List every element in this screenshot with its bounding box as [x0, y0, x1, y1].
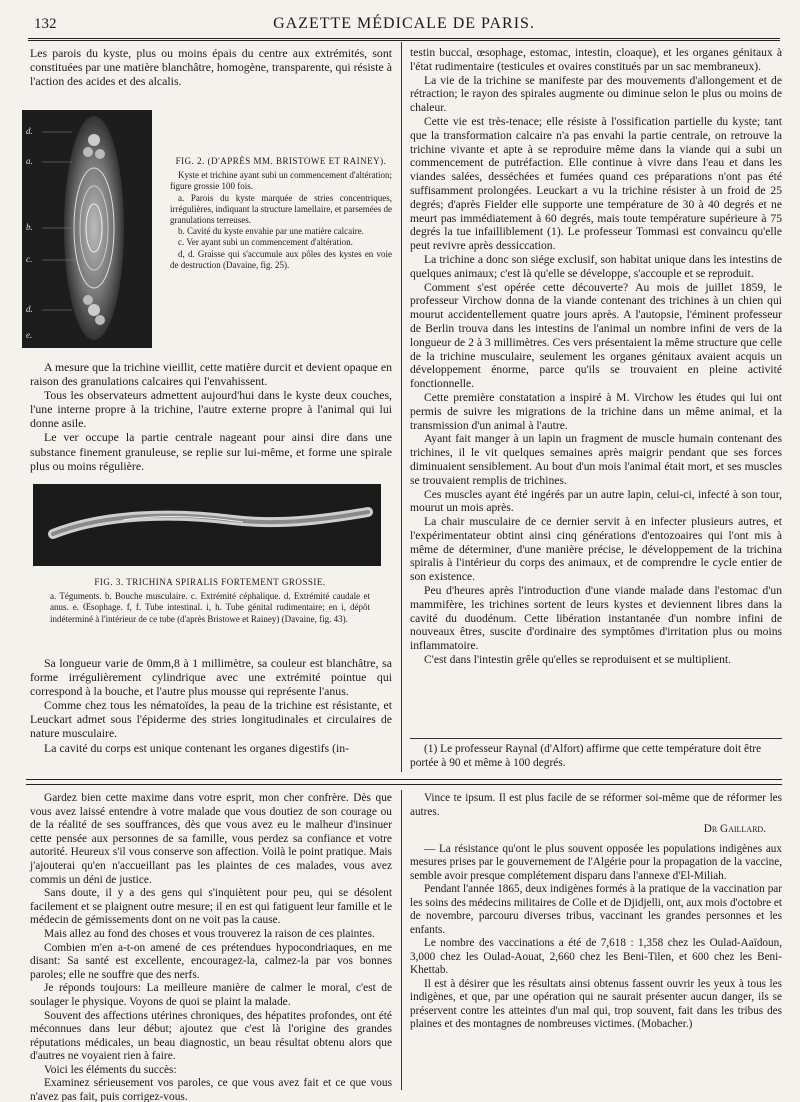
- fig-label: d.: [26, 126, 33, 136]
- paragraph: Vince te ipsum. Il est plus facile de se réformer soi-même que de réformer les autres.: [410, 792, 782, 818]
- paragraph: Les parois du kyste, plus ou moins épais du centre aux extrémités, sont constituées par une matière blanchâtre, homogène, transparente, qui résiste à l'action des acides et des alcalis.: [30, 46, 392, 89]
- paragraph: Comme chez tous les nématoïdes, la peau de la trichine est résistante, et Leuckart admet sous l'épiderme des stries longitudinales et circulaires de nature musculaire.: [30, 698, 392, 741]
- figure-3-caption: [50, 577, 370, 625]
- caption-line: Kyste et trichine ayant subi un commencement d'altération; figure grossie 100 fois.: [170, 170, 392, 192]
- paragraph: La chair musculaire de ce dernier servit à en infecter plusieurs autres, et l'expérimentateur obtint ainsi cinq générations d'entozoaires qui l'ont mis à même de déterminer, d'une manière précise, le développement de la trichina spiralis à l'intérieur du corps des animaux, et de comprendre le cycle entier de son existence.: [410, 515, 782, 584]
- section-divider: [26, 779, 782, 785]
- right-column-article: [410, 46, 782, 667]
- paragraph: Peu d'heures après l'introduction d'une viande malade dans l'estomac d'un mammifère, les trichines sortent de leurs kystes et deviennent libres dans la cavité du duodénum. Cette libération instantanée d'un nombre infini de nouveaux êtres, suscite d'ordinaire des symptômes d'irritation plus ou moins inflammatoire.: [410, 584, 782, 653]
- cyst-drawing: [22, 110, 152, 348]
- fig-label: e.: [26, 330, 33, 340]
- page-header: [28, 12, 780, 41]
- column-divider: [401, 42, 402, 772]
- paragraph: — La résistance qu'ont le plus souvent opposée les populations indigènes aux mesures prises par le gouvernement de l'Algérie pour la propagation de la vaccine, semble avoir presque complétement disparu dans l'annexe d'El-Miliah.: [410, 842, 782, 882]
- paragraph: Cette vie est très-tenace; elle résiste à l'ossification partielle du kyste; tant que la transformation calcaire n'a pas envahi la partie centrale, on retrouve la trichine vivante et apte à se reproduire même dans la viande qui a subi un commencement de putréfaction. Elle continue à vivre dans l'eau et dans les viandes salées, desséchées et fumées quand ces préparations n'ont pas été suffisamment prolongées. Leuckart a vu la trichine résister à un froid de 25 degrés; d'après Fielder elle supporte une température de 30 à 40 degrés et ne meurt pas immédiatement à 60 degrés, mais toute température supérieure à 75 degrés la tue infailliblement (1). Le professeur Tommasi est convaincu qu'elle peut revivre après dessiccation.: [410, 114, 782, 253]
- caption-line: d, d. Graisse qui s'accumule aux pôles des kystes en voie de destruction (Davaine, fig. 25).: [170, 248, 392, 270]
- paragraph: Examinez sérieusement vos paroles, ce que vous avez fait et ce que vous n'avez pas fait, puis corrigez-vous.: [30, 1077, 392, 1102]
- paragraph: Sans doute, il y a des gens qui s'inquiètent pour peu, qui se désolent facilement et se plaignent outre mesure; il en est qui fatiguent leur famille et le médecin de gémissements dont on ne voit pas la cause.: [30, 887, 392, 927]
- left-column-bottom: [30, 656, 392, 755]
- paragraph: Gardez bien cette maxime dans votre esprit, mon cher confrère. Dès que vous avez laissé entendre à votre malade que vous doutiez de son courage ou de la réalité de ses souffrances, dès que vous avez eu le malheur d'insinuer cette pensée aux personnes de sa famille, vous perdez sa confiance et votre autorité. Heureux s'il vous conserve son affection. Voilà le point pratique. Mais j'ajouterai qu'en n'accueillant pas les plaintes de ces malades, vous avez commis un déni de justice.: [30, 792, 392, 886]
- fig-label: a.: [26, 156, 33, 166]
- paragraph: testin buccal, œsophage, estomac, intestin, cloaque), et les organes génitaux à l'état rudimentaire (testicules et ovaires constitués par un sac membraneux).: [410, 46, 782, 73]
- paragraph: Il est à désirer que les résultats ainsi obtenus fassent ouvrir les yeux à tous les indigènes, et que, par une opération qui ne saurait présenter aucun danger, ils se préservent contre les atteintes d'un mal qui, trop souvent, fait dans les tribus des plaines et des montagnes de nombreuses victimes. (Mobacher.): [410, 977, 782, 1030]
- fig-label: d.: [26, 304, 33, 314]
- paragraph: C'est dans l'intestin grêle qu'elles se reproduisent et se multiplient.: [424, 653, 731, 667]
- paragraph: Je réponds toujours: La meilleure manière de calmer le moral, c'est de soulager le physique. Voyons de quoi se plaint la malade.: [30, 982, 392, 1008]
- paragraph: Cette première constatation a inspiré à M. Virchow les études qui lui ont permis de suivre les migrations de la trichine dans un même animal, et la transmission d'un animal à l'autre.: [410, 390, 782, 432]
- paragraph: Mais allez au fond des choses et vous trouverez la raison de ces plaintes.: [44, 927, 375, 940]
- paragraph: Le ver occupe la partie centrale nageant pour ainsi dire dans une substance finement granuleuse, se replie sur lui-même, et forme une spirale plus ou moins régulière.: [30, 430, 392, 473]
- caption-heading: FIG. 3. TRICHINA SPIRALIS FORTEMENT GROSSIE.: [94, 577, 326, 587]
- journal-title: GAZETTE MÉDICALE DE PARIS.: [273, 15, 535, 32]
- figure-3-illustration: [33, 484, 381, 566]
- page-number: 132: [34, 16, 57, 32]
- left-column-top: [30, 46, 392, 88]
- paragraph: A mesure que la trichine vieillit, cette matière durcit et devient opaque en raison des granulations calcaires qui l'envahissent.: [30, 360, 392, 389]
- feuilleton-left: [30, 792, 392, 1102]
- figure-2-caption: [170, 156, 392, 271]
- paragraph: La cavité du corps est unique contenant les organes digestifs (in-: [44, 740, 350, 755]
- trichina-drawing: [33, 484, 381, 566]
- caption-line: c. Ver ayant subi un commencement d'altération.: [178, 237, 353, 248]
- caption-text: a. Téguments. b. Bouche musculaire. c. Extrémité céphalique. d. Extrémité caudale et anus. e. Œsophage. f, f. Tube intestinal. i, h. Tube génital rudimentaire; en i, dépôt indéterminé à l'intérieur de ce tube (d'après Bristowe et Rainey) (Davaine, fig. 43).: [50, 591, 370, 624]
- signature: Dr Gaillard.: [703, 823, 766, 835]
- paragraph: Souvent des affections utérines chroniques, des hépatites profondes, ont été méconnues dans leur début; ajoutez que c'est là l'origine des grandes réputations médicales, un beau diagnostic, un beau résultat obtenu alors que d'autres ne voyaient rien à faire.: [30, 1009, 392, 1063]
- paragraph: Pendant l'année 1865, deux indigènes formés à la pratique de la vaccination par les soins des médecins militaires de Colle et de Djidjelli, ont, aux mois d'octobre et de novembre, parcouru diverses tribus, vaccinant les grandes personnes et les enfants.: [410, 883, 782, 936]
- paragraph: Ces muscles ayant été ingérés par un autre lapin, celui-ci, infecté à son tour, mourut un mois après.: [410, 487, 782, 515]
- paragraph: La trichine a donc son siége exclusif, son habitat unique dans les intestins de quelques animaux; c'est là qu'elle se développe, s'accouple et se reproduit.: [410, 252, 782, 280]
- paragraph: Tous les observateurs admettent aujourd'hui dans le kyste deux couches, l'une interne propre à la trichine, l'autre externe propre à l'animal qui lui donne asile.: [30, 388, 392, 431]
- paragraph: Ayant fait manger à un lapin un fragment de muscle humain contenant des trichines, il le vit quelques semaines après maigrir pendant que ses forces diminuaient sensiblement. Au bout d'un mois l'animal était mort, et ses muscles se trouvaient remplis de trichines.: [410, 432, 782, 487]
- caption-line: a. Parois du kyste marquée de stries concentriques, irrégulières, indiquant la structure lamellaire, et parsemées de granulations terreuses.: [170, 192, 392, 226]
- feuilleton-right: [410, 792, 782, 1032]
- left-column-middle: [30, 360, 392, 473]
- column-divider-bottom: [401, 790, 402, 1090]
- paragraph: La vie de la trichine se manifeste par des mouvements d'allongement et de rétraction; le rayon des spirales augmente ou diminue selon le plus ou moins de chaleur.: [410, 73, 782, 115]
- figure-2-illustration: [22, 110, 152, 348]
- paragraph: Le nombre des vaccinations a été de 7,618 : 1,358 chez les Oulad-Aaïdoun, 3,000 chez les Oulad-Aouat, 2,660 chez les Beni-Tilen, et 600 chez les Beni-Khettab.: [410, 937, 782, 976]
- paragraph: Comment s'est opérée cette découverte? Au mois de juillet 1859, le professeur Virchow donna de la viande contenant des trichines à un chien qui mourut accidentellement quatre jours après. A l'autopsie, l'éminent professeur de Berlin trouva dans les intestins de l'animal un nombre infini de vers de la longueur de 2 à 3 millimètres. Ces vers présentaient la même structure que celle de la trichine musculaire, seulement les organes génitaux avaient acquis un développement énorme, parce qu'ils se trouvaient en pleine activité fonctionnelle.: [410, 280, 782, 391]
- footnote: [410, 738, 782, 770]
- fig-label: b.: [26, 222, 33, 232]
- fig-label: c.: [26, 254, 33, 264]
- paragraph: Combien m'en a-t-on amené de ces prétendues hypocondriaques, en me disant: Sa santé est excellente, encouragez-la, calmez-la par vos bonnes paroles; elle ne souffre que des nerfs.: [30, 941, 392, 981]
- paragraph: Voici les éléments du succès:: [44, 1063, 177, 1076]
- paragraph: Sa longueur varie de 0mm,8 à 1 millimètre, sa couleur est blanchâtre, sa forme irrégulièrement cylindrique avec une extrémité pointue qui correspond à la bouche, et l'autre plus mousse qui représente l'anus.: [30, 656, 392, 699]
- caption-heading: FIG. 2. (D'APRÈS MM. BRISTOWE ET RAINEY).: [175, 156, 387, 166]
- caption-line: b. Cavité du kyste envahie par une matière calcaire.: [178, 226, 364, 237]
- footnote-text: (1) Le professeur Raynal (d'Alfort) affirme que cette température doit être portée à 90 et même à 100 degrés.: [410, 743, 762, 769]
